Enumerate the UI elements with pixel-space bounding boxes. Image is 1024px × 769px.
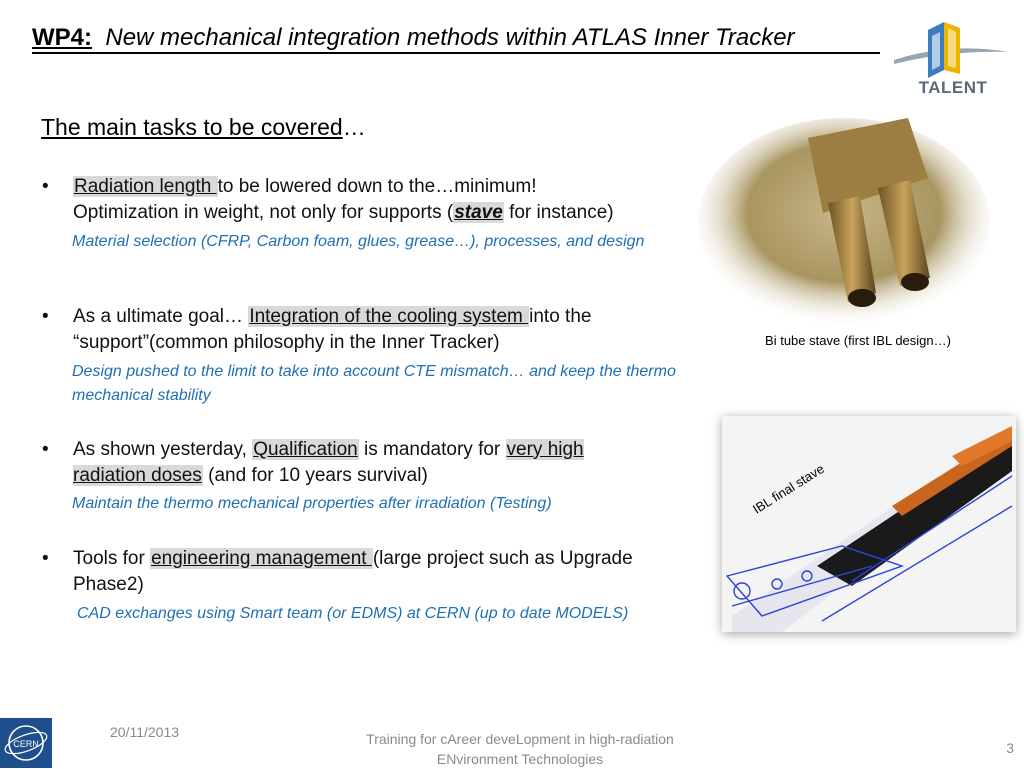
bullet-note: Design pushed to the limit to take into account CTE mismatch… and keep the thermo mechanical stability xyxy=(72,363,676,404)
ibl-final-stave-photo xyxy=(722,416,1016,632)
title-underline xyxy=(32,52,880,54)
cern-logo-text: CERN xyxy=(13,739,39,749)
section-heading xyxy=(41,114,366,141)
bullet-text: (and for 10 years survival) xyxy=(202,465,428,486)
bullet-text: (large project such as Upgrade Phase2) xyxy=(73,548,633,595)
bullet-note: Maintain the thermo mechanical properties after irradiation (Testing) xyxy=(72,495,552,512)
stave-emphasis: stave xyxy=(454,202,503,223)
bullet-engineering-management xyxy=(73,546,688,598)
footer-center-text xyxy=(320,729,720,769)
bullet-cooling-integration xyxy=(73,304,673,356)
bullet-radiation-length xyxy=(73,174,693,226)
radiation-doses-link[interactable]: very high radiation doses xyxy=(73,439,584,486)
title-separator: : xyxy=(84,24,93,51)
cooling-system-link[interactable]: Integration of the cooling system xyxy=(249,306,529,327)
stave-label: IBL final stave xyxy=(750,460,827,517)
logo-text: TALENT xyxy=(918,78,988,97)
footer-line-2: ENvironment Technologies xyxy=(436,751,604,767)
heading-main: The main tasks to be covered xyxy=(41,114,343,140)
photo-caption: Bi tube stave (first IBL design…) xyxy=(765,333,951,348)
bullet-text: to be lowered down to the…minimum! xyxy=(217,176,537,197)
bullet-marker: • xyxy=(42,439,49,460)
bullet-qualification xyxy=(73,437,653,489)
qualification-link[interactable]: Qualification xyxy=(253,439,358,460)
bullet-text: for instance) xyxy=(503,202,614,223)
slide-title xyxy=(32,24,882,52)
title-subject: New mechanical integration methods within ATLAS Inner Tracker xyxy=(105,24,795,51)
bullet-text: Optimization in weight, not only for supports ( xyxy=(73,202,454,223)
bullet-marker: • xyxy=(42,306,49,327)
bullet-note: Material selection (CFRP, Carbon foam, glues, grease…), processes, and design xyxy=(72,233,645,250)
bullet-marker: • xyxy=(42,176,49,197)
page-number: 3 xyxy=(1006,740,1014,756)
bullet-text: into the “support”(common philosophy in the Inner Tracker) xyxy=(73,306,592,353)
engineering-management-link[interactable]: engineering management xyxy=(151,548,372,569)
footer-line-1: Training for cAreer deveLopment in high-radiation xyxy=(366,731,674,747)
bullet-marker: • xyxy=(42,548,49,569)
bi-tube-stave-photo xyxy=(698,118,990,328)
bullet-text: Tools for xyxy=(73,548,151,569)
title-prefix: WP4 xyxy=(32,24,85,51)
bullet-note: CAD exchanges using Smart team (or EDMS) at CERN (up to date MODELS) xyxy=(77,605,629,622)
footer-date: 20/11/2013 xyxy=(110,724,180,740)
bullet-text: As a ultimate goal… xyxy=(73,306,249,327)
ibl-stave-drawing xyxy=(722,416,1016,632)
radiation-length-link[interactable]: Radiation length xyxy=(74,176,217,197)
cern-logo-icon xyxy=(0,718,52,768)
heading-ellipsis: … xyxy=(342,114,366,140)
bullet-text: As shown yesterday, xyxy=(73,439,253,460)
bullet-text: is mandatory for xyxy=(358,439,506,460)
